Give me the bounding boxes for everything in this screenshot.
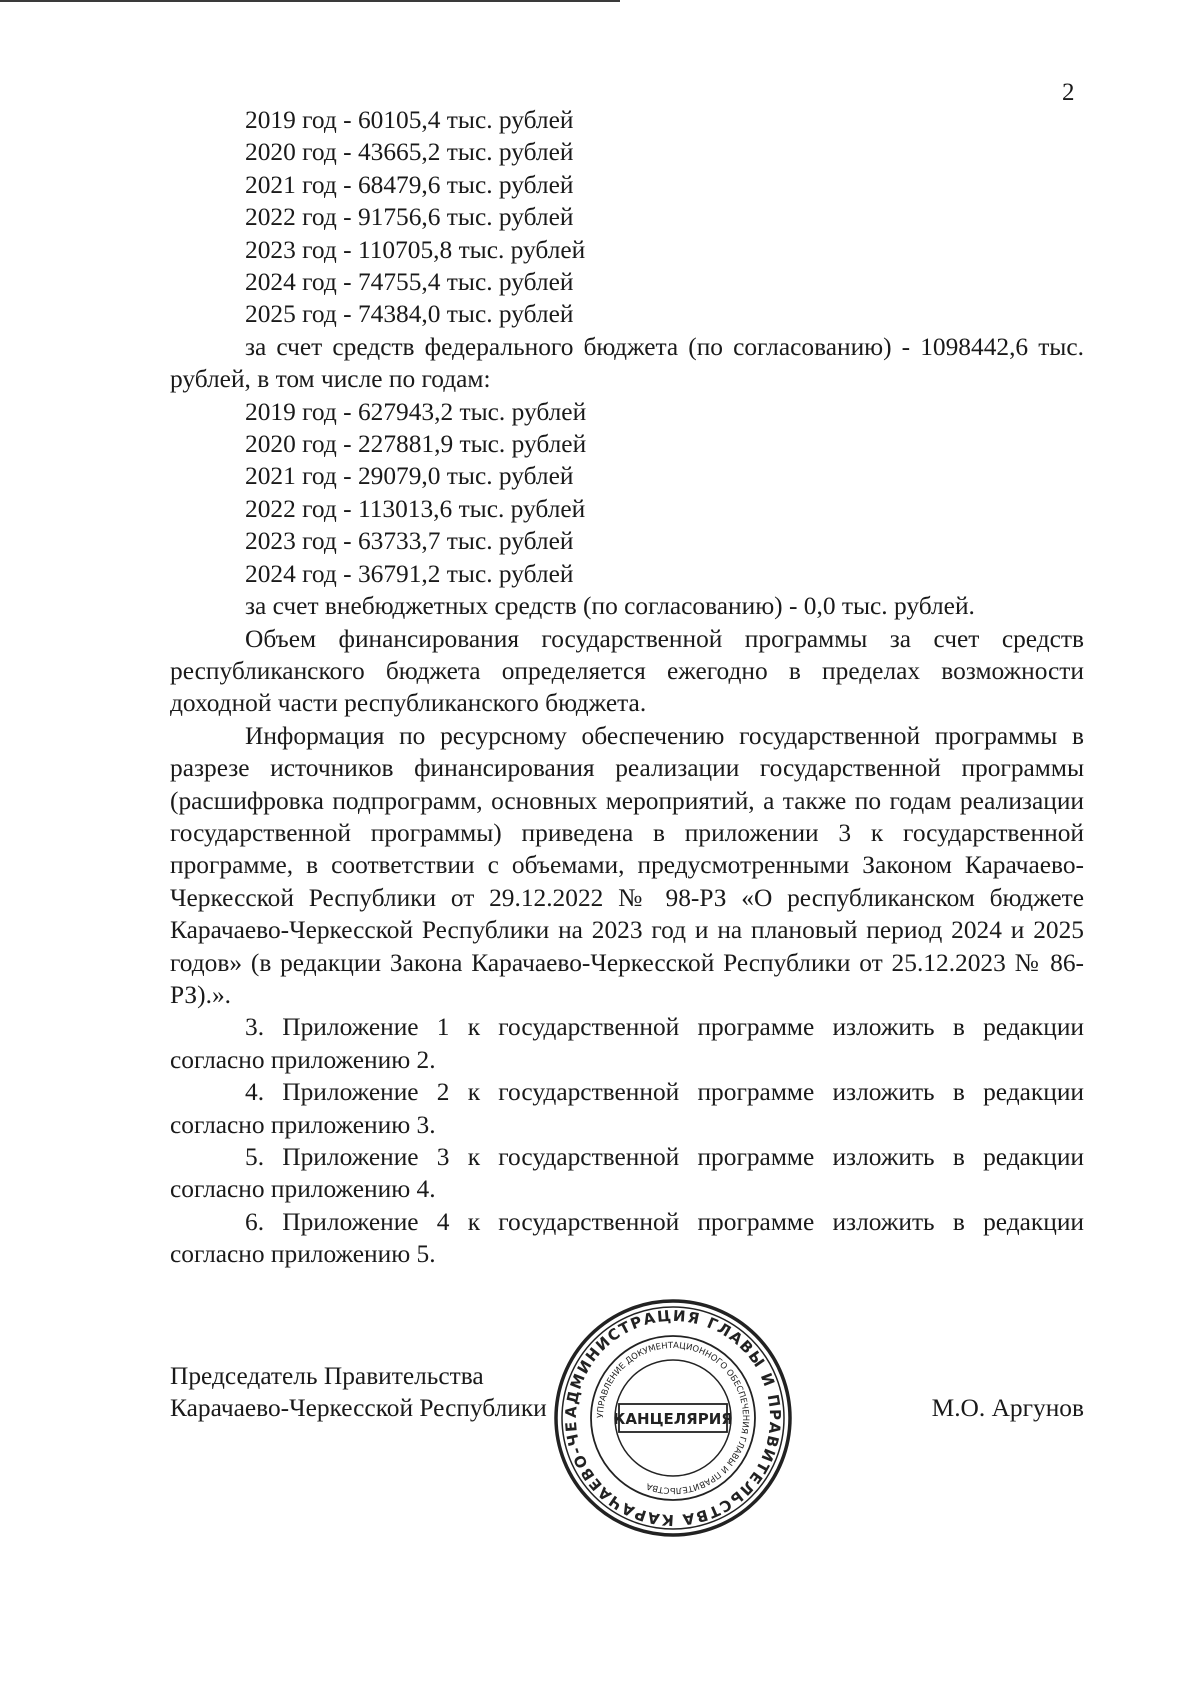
federal-year-line: 2020 год - 227881,9 тыс. рублей (245, 430, 587, 459)
signatory-name: М.О. Аргунов (931, 1394, 1084, 1422)
signatory-title (170, 1360, 547, 1425)
extrabudget-line: за счет внебюджетных средств (по согласованию) - 0,0 тыс. рублей. (245, 592, 975, 621)
item-4: 4. Приложение 2 к государственной программе изложить в редакции согласно приложению 3. (170, 1078, 1084, 1139)
regional-year-line: 2023 год - 110705,8 тыс. рублей (245, 235, 586, 264)
item-5: 5. Приложение 3 к государственной программе изложить в редакции согласно приложению 4. (170, 1143, 1084, 1204)
seal-inner-text: УПРАВЛЕНИЕ ДОКУМЕНТАЦИОННОГО ОБЕСПЕЧЕНИЯ ГЛАВЫ И ПРАВИТЕЛЬСТВА (595, 1340, 751, 1496)
signatory-title-line1: Председатель Правительства (170, 1362, 484, 1390)
seal-center-text: КАНЦЕЛЯРИЯ (613, 1410, 733, 1428)
signatory-title-line2: Карачаево-Черкесской Республики (170, 1394, 547, 1423)
official-seal (553, 1298, 793, 1538)
regional-year-line: 2020 год - 43665,2 тыс. рублей (245, 138, 574, 167)
document-body (170, 104, 1084, 1271)
paragraph-volume: Объем финансирования государственной программы за счет средств республиканского бюджета определяется ежегодно в пределах возможности доходной части республиканского бюджета. (170, 624, 1084, 718)
regional-year-line: 2024 год - 74755,4 тыс. рублей (245, 268, 574, 297)
regional-year-line: 2019 год - 60105,4 тыс. рублей (245, 106, 574, 134)
scan-edge (0, 0, 620, 2)
item-3: 3. Приложение 1 к государственной программе изложить в редакции согласно приложению 2. (170, 1013, 1084, 1074)
federal-year-line: 2024 год - 36791,2 тыс. рублей (245, 559, 574, 588)
seal-outer-text: АДМИНИСТРАЦИЯ ГЛАВЫ И ПРАВИТЕЛЬСТВА КАРАЧАЕВО-ЧЕ (561, 1306, 785, 1530)
paragraph-info: Информация по ресурсному обеспечению государственной программы в разрезе источников финансирования реализации государственной программы (расшифровка подпрограмм, основных мероприятий, а также по годам реализации государственной программы) приведена в приложении 3 к государственной программе, в соответствии с объемами, предусмотренными Законом Карачаево-Черкесской Республики от 29.12.2022 № 98-РЗ «О республиканском бюджете Карачаево-Черкесской Республики на 2023 год и на плановый период 2024 и 2025 годов» (в редакции Закона Карачаево-Черкесской Республики от 25.12.2023 № 86-РЗ).». (170, 721, 1084, 1009)
federal-year-line: 2023 год - 63733,7 тыс. рублей (245, 527, 574, 556)
item-6: 6. Приложение 4 к государственной программе изложить в редакции согласно приложению 5. (170, 1207, 1084, 1269)
federal-year-line: 2019 год - 627943,2 тыс. рублей (245, 397, 587, 426)
regional-year-line: 2021 год - 68479,6 тыс. рублей (245, 170, 574, 199)
federal-year-line: 2021 год - 29079,0 тыс. рублей (245, 462, 574, 491)
federal-intro: за счет средств федерального бюджета (по согласованию) - 1098442,6 тыс. рублей, в том числе по годам: (170, 332, 1084, 394)
seal-graphic (553, 1298, 793, 1538)
regional-year-line: 2022 год - 91756,6 тыс. рублей (245, 203, 574, 232)
regional-year-line: 2025 год - 74384,0 тыс. рублей (245, 300, 574, 329)
federal-year-line: 2022 год - 113013,6 тыс. рублей (245, 494, 586, 523)
page-number: 2 (1062, 79, 1075, 106)
